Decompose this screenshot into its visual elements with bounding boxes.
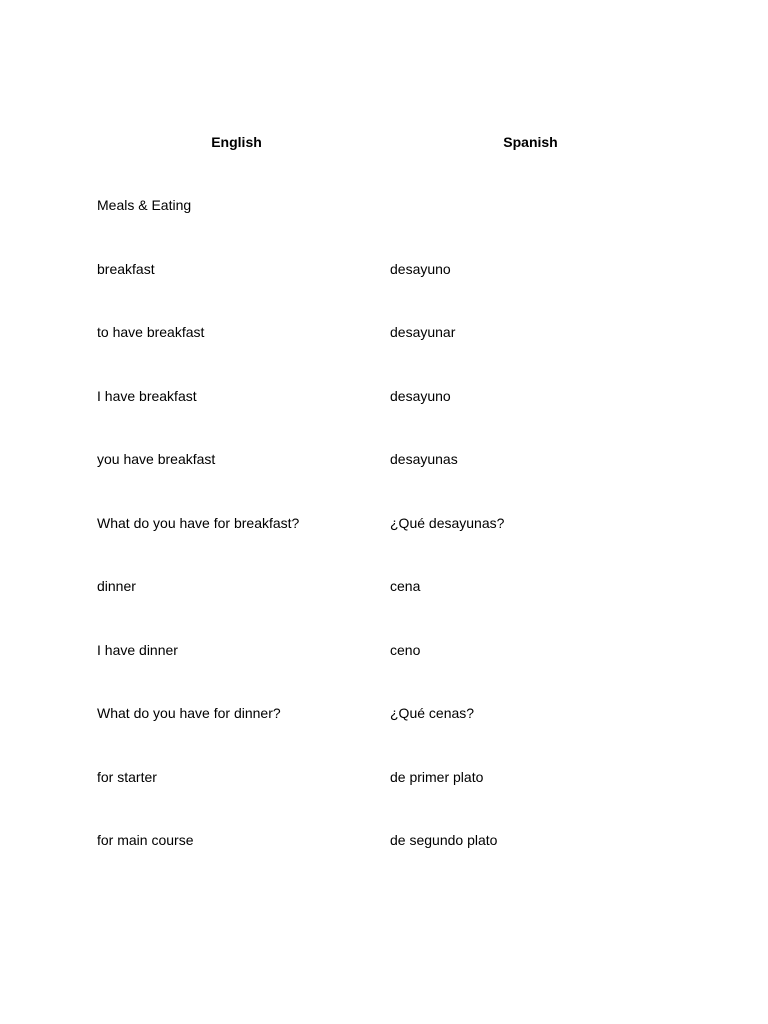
table-row	[90, 301, 678, 365]
spanish-term: ¿Qué desayunas?	[390, 514, 505, 531]
spanish-term: desayuno	[390, 387, 451, 404]
english-column-header: English	[211, 133, 262, 150]
table-row	[90, 364, 678, 428]
table-row	[90, 745, 678, 809]
spanish-term: ceno	[390, 641, 421, 658]
spanish-term: cena	[390, 578, 421, 595]
table-row	[90, 809, 678, 873]
english-term: to have breakfast	[97, 324, 205, 341]
spanish-term: desayunas	[390, 451, 458, 468]
vocabulary-table	[90, 110, 678, 872]
english-term: you have breakfast	[97, 451, 216, 468]
section-title-spanish-cell	[383, 174, 678, 238]
english-term: What do you have for dinner?	[97, 705, 281, 722]
english-term: I have dinner	[97, 641, 178, 658]
table-row	[90, 555, 678, 619]
spanish-term: desayunar	[390, 324, 456, 341]
spanish-term: ¿Qué cenas?	[390, 705, 475, 722]
spanish-term: de primer plato	[390, 768, 484, 785]
spanish-term: desayuno	[390, 260, 451, 277]
english-term: What do you have for breakfast?	[97, 514, 300, 531]
english-term: for main course	[97, 832, 194, 849]
table-row	[90, 618, 678, 682]
table-row	[90, 237, 678, 301]
english-term: dinner	[97, 578, 136, 595]
table-row	[90, 682, 678, 746]
table-row	[90, 428, 678, 492]
english-term: breakfast	[97, 260, 155, 277]
header-row	[90, 110, 678, 174]
table-row	[90, 491, 678, 555]
english-term: for starter	[97, 768, 157, 785]
spanish-column-header: Spanish	[503, 133, 558, 150]
section-title: Meals & Eating	[97, 197, 192, 214]
english-term: I have breakfast	[97, 387, 197, 404]
spanish-term: de segundo plato	[390, 832, 498, 849]
section-row	[90, 174, 678, 238]
